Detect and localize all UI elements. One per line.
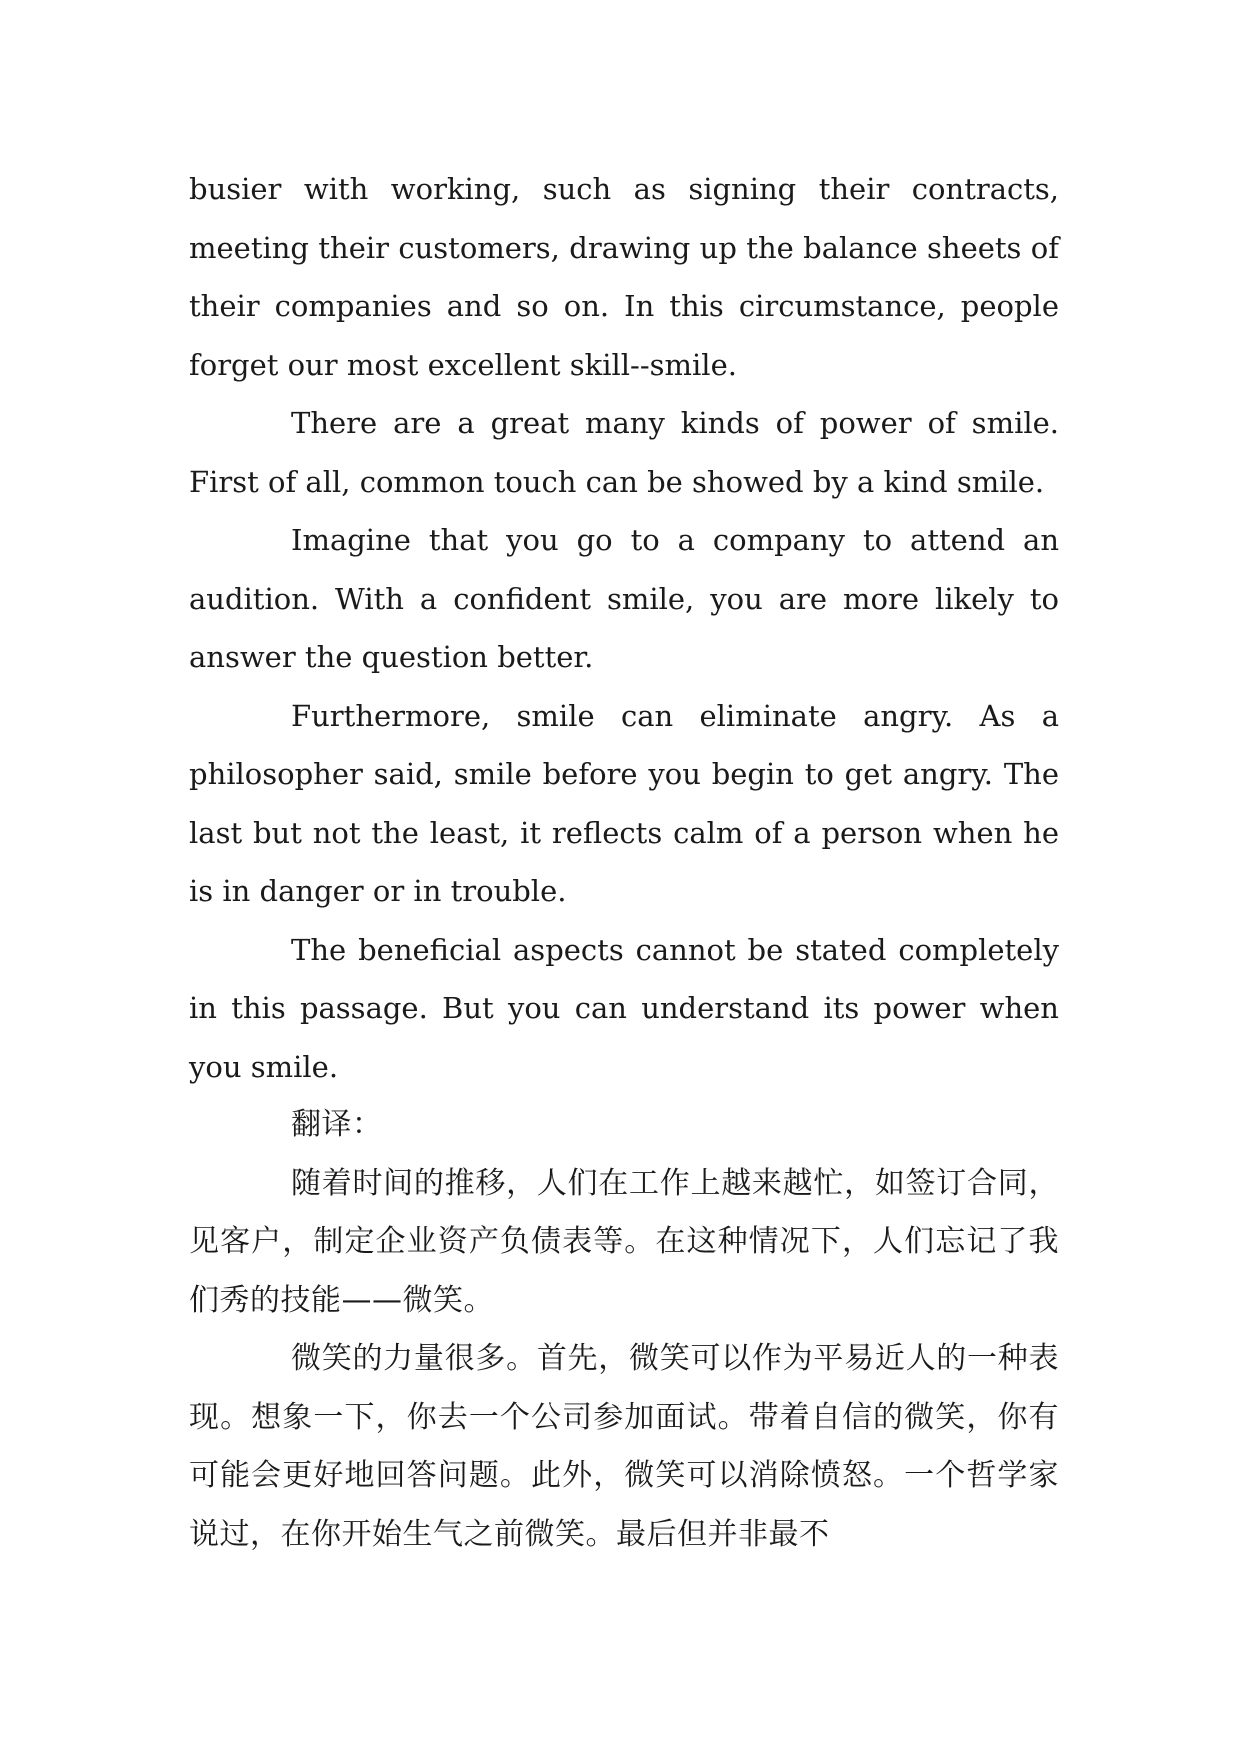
paragraph-translation-1: 随着时间的推移，人们在工作上越来越忙，如签订合同，见客户，制定企业资产负债表等。在这种情况下，人们忘记了我们秀的技能——微笑。 xyxy=(189,1165,1059,1318)
document-body xyxy=(189,160,1059,1564)
paragraph-audition: Imagine that you go to a company to attend an audition. With a confident smile, you are more likely to answer the question better. xyxy=(189,523,1059,674)
paragraph-translation-2: 微笑的力量很多。首先，微笑可以作为平易近人的一种表现。想象一下，你去一个公司参加面试。带着自信的微笑，你有可能会更好地回答问题。此外，微笑可以消除愤怒。一个哲学家说过，在你开始生气之前微笑。最后但并非最不 xyxy=(189,1341,1059,1552)
paragraph-busy-working: busier with working, such as signing their contracts, meeting their customers, drawing up the balance sheets of their companies and so on. In this circumstance, people forget our most excellent skill--smile. xyxy=(189,172,1059,382)
paragraph-power-of-smile: There are a great many kinds of power of smile. First of all, common touch can be showed by a kind smile. xyxy=(189,406,1059,499)
paragraph-eliminate-angry: Furthermore, smile can eliminate angry. As a philosopher said, smile before you begin to get angry. The last but not the least, it reflects calm of a person when he is in danger or in trouble. xyxy=(189,698,1059,908)
translation-heading: 翻译： xyxy=(291,1107,383,1142)
paragraph-beneficial-aspects: The beneficial aspects cannot be stated completely in this passage. But you can understand its power when you smile. xyxy=(189,932,1059,1084)
